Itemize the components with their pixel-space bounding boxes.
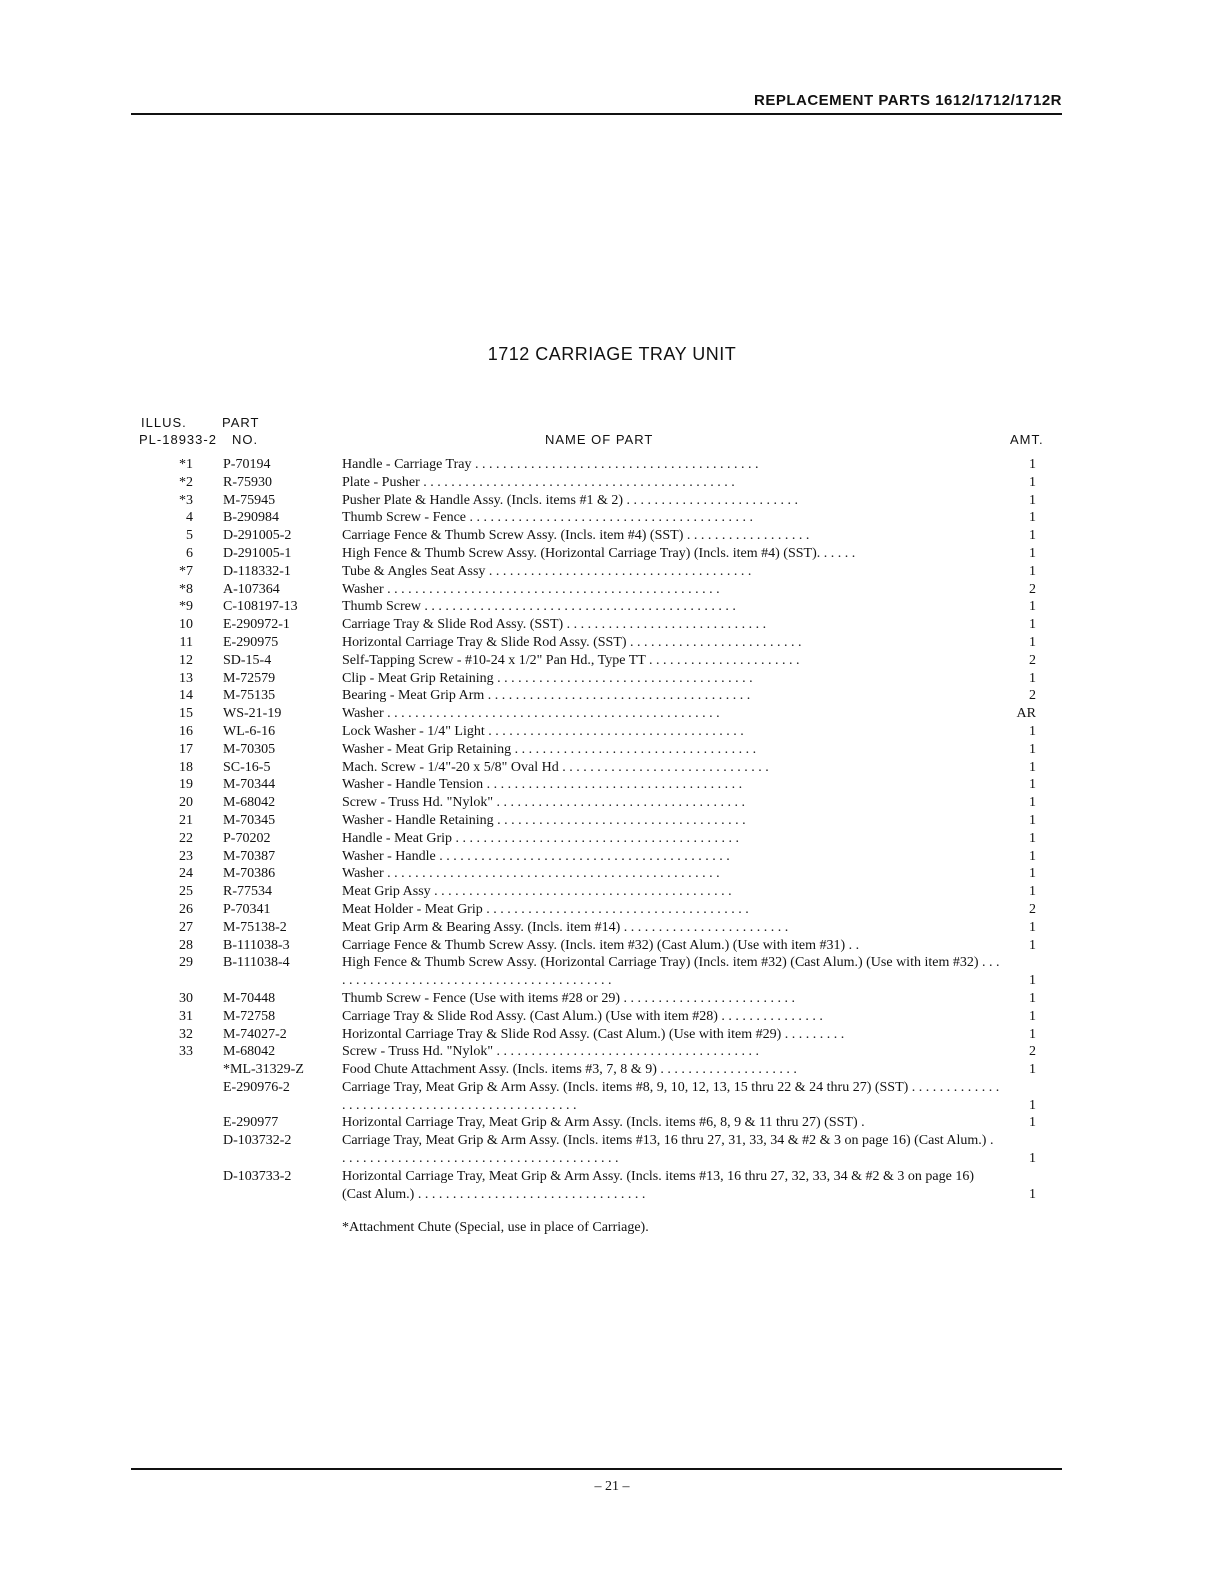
part-name: Meat Holder - Meat Grip . . . . . . . . . . . . . . . . . . . . . . . . . . . . . . . . . . . . . . <box>342 901 749 917</box>
part-number: B-111038-3 <box>223 937 290 953</box>
amount: 1 <box>1029 563 1036 579</box>
table-row <box>131 937 1062 955</box>
part-number: D-103733-2 <box>223 1168 292 1184</box>
part-number: C-108197-13 <box>223 599 298 615</box>
part-name: Clip - Meat Grip Retaining . . . . . . . . . . . . . . . . . . . . . . . . . . . . . . . . . . . . . <box>342 670 753 686</box>
illus-number: 23 <box>179 848 193 864</box>
table-row <box>131 1114 1062 1132</box>
illus-number: *9 <box>179 599 193 615</box>
part-name: Thumb Screw . . . . . . . . . . . . . . . . . . . . . . . . . . . . . . . . . . . . . . . . . . . . . <box>342 599 736 615</box>
page-header-title: REPLACEMENT PARTS 1612/1712/1712R <box>753 92 1062 109</box>
table-row <box>131 456 1062 474</box>
table-row <box>131 954 1062 990</box>
amount: 1 <box>1029 884 1036 900</box>
amount: 1 <box>1029 919 1036 935</box>
table-row <box>131 527 1062 545</box>
amount: 1 <box>1029 457 1036 472</box>
part-number: R-75930 <box>223 474 272 490</box>
part-name: Carriage Fence & Thumb Screw Assy. (Incls. item #32) (Cast Alum.) (Use with item #31) . . <box>342 937 860 953</box>
table-row <box>131 1168 1062 1204</box>
illus-number: 30 <box>179 990 193 1006</box>
column-header-part-line1: PART <box>222 415 260 430</box>
part-name: Horizontal Carriage Tray & Slide Rod Assy. (SST) . . . . . . . . . . . . . . . . . . . . . . . . . <box>342 634 802 650</box>
part-number: M-72758 <box>223 1008 276 1024</box>
amount: 1 <box>1029 848 1036 864</box>
amount: 1 <box>1029 634 1036 650</box>
illus-number: 13 <box>179 670 193 686</box>
part-name: Screw - Truss Hd. "Nylok" . . . . . . . . . . . . . . . . . . . . . . . . . . . . . . . . . . . . <box>342 795 746 811</box>
part-number: M-74027-2 <box>223 1026 287 1042</box>
illus-number: 22 <box>179 830 193 846</box>
footnote: *Attachment Chute (Special, use in place of Carriage). <box>342 1220 649 1235</box>
table-row <box>131 1008 1062 1026</box>
illus-number: 33 <box>179 1044 193 1060</box>
part-number: A-107364 <box>223 581 280 597</box>
amount: AR <box>1016 706 1036 722</box>
table-row <box>131 919 1062 937</box>
part-number: M-68042 <box>223 795 276 811</box>
table-row <box>131 1132 1062 1168</box>
amount: 1 <box>1029 990 1036 1006</box>
illus-number: 27 <box>179 919 193 935</box>
illus-number: 5 <box>186 528 193 544</box>
part-name: High Fence & Thumb Screw Assy. (Horizontal Carriage Tray) (Incls. item #32) (Cast Alum.) (Use with item #32) . . . . . . . . . . . . . . . . . . . . . . . . . . . . . . . . . . . . . . . . . . <box>342 955 1000 989</box>
amount: 1 <box>1029 545 1036 561</box>
table-row <box>131 865 1062 883</box>
part-number: D-118332-1 <box>223 563 291 579</box>
table-row <box>131 1026 1062 1044</box>
amount: 2 <box>1029 901 1036 917</box>
table-row <box>131 794 1062 812</box>
part-number: M-70448 <box>223 990 276 1006</box>
part-name: Carriage Tray, Meat Grip & Arm Assy. (Incls. items #8, 9, 10, 12, 13, 15 thru 22 & 24 thru 27) (SST) . . . . . . . . . . . . . . . . . . . . . . . . . . . . . . . . . . . . . . . . . . . . . . . <box>342 1079 1000 1113</box>
illus-number: 4 <box>186 510 193 526</box>
part-number: M-68042 <box>223 1044 276 1060</box>
table-row <box>131 990 1062 1008</box>
amount: 1 <box>1029 1115 1036 1131</box>
footer-rule <box>131 1468 1062 1470</box>
table-row <box>131 474 1062 492</box>
amount: 1 <box>1029 866 1036 882</box>
illus-number: 12 <box>179 652 193 668</box>
table-row <box>131 652 1062 670</box>
amount: 1 <box>1029 830 1036 846</box>
amount: 1 <box>1029 973 1036 989</box>
part-number: E-290975 <box>223 634 279 650</box>
table-row <box>131 1043 1062 1061</box>
amount: 1 <box>1029 759 1036 775</box>
part-number: M-75945 <box>223 492 276 508</box>
part-name: Self-Tapping Screw - #10-24 x 1/2" Pan Hd., Type TT . . . . . . . . . . . . . . . . . . . . . . <box>342 652 800 668</box>
amount: 1 <box>1029 528 1036 544</box>
illus-number: 24 <box>179 866 193 882</box>
illus-number: *1 <box>179 457 193 472</box>
amount: 1 <box>1029 1062 1036 1078</box>
part-number: B-111038-4 <box>223 955 290 971</box>
part-number: SD-15-4 <box>223 652 272 668</box>
column-header-illus-line1: ILLUS. <box>141 415 187 430</box>
part-number: M-75135 <box>223 688 276 704</box>
part-name: Handle - Meat Grip . . . . . . . . . . . . . . . . . . . . . . . . . . . . . . . . . . . . . . . . . <box>342 830 740 846</box>
part-number: D-291005-1 <box>223 545 292 561</box>
illus-number: 25 <box>179 884 193 900</box>
amount: 2 <box>1029 652 1036 668</box>
table-row <box>131 723 1062 741</box>
amount: 1 <box>1029 741 1036 757</box>
illus-number: 20 <box>179 795 193 811</box>
part-name: Washer - Handle Retaining . . . . . . . . . . . . . . . . . . . . . . . . . . . . . . . . . . . . <box>342 812 746 828</box>
amount: 1 <box>1029 723 1036 739</box>
part-number: D-291005-2 <box>223 528 292 544</box>
part-name: Carriage Tray & Slide Rod Assy. (Cast Alum.) (Use with item #28) . . . . . . . . . . . . . . . <box>342 1008 823 1024</box>
column-header-name: NAME OF PART <box>545 432 654 447</box>
illus-number: 15 <box>179 706 193 722</box>
table-row <box>131 848 1062 866</box>
part-number: M-70345 <box>223 812 276 828</box>
part-name: Handle - Carriage Tray . . . . . . . . . . . . . . . . . . . . . . . . . . . . . . . . . . . . . . . . . <box>342 457 759 472</box>
part-number: *ML-31329-Z <box>223 1062 304 1078</box>
table-row <box>131 509 1062 527</box>
part-name: Washer - Handle Tension . . . . . . . . . . . . . . . . . . . . . . . . . . . . . . . . . . . . . <box>342 777 743 793</box>
table-row <box>131 830 1062 848</box>
part-number: WL-6-16 <box>223 723 276 739</box>
amount: 1 <box>1029 1097 1036 1113</box>
part-name: Bearing - Meat Grip Arm . . . . . . . . . . . . . . . . . . . . . . . . . . . . . . . . . . . . . . <box>342 688 751 704</box>
illus-number: 14 <box>179 688 193 704</box>
amount: 2 <box>1029 1044 1036 1060</box>
table-row <box>131 705 1062 723</box>
table-row <box>131 545 1062 563</box>
illus-number: 11 <box>179 634 193 650</box>
illus-number: *3 <box>179 492 193 508</box>
illus-number: 10 <box>179 617 193 633</box>
part-number: E-290976-2 <box>223 1079 290 1095</box>
amount: 1 <box>1029 670 1036 686</box>
amount: 1 <box>1029 1008 1036 1024</box>
amount: 1 <box>1029 510 1036 526</box>
amount: 1 <box>1029 812 1036 828</box>
part-number: E-290972-1 <box>223 617 290 633</box>
part-name: Thumb Screw - Fence . . . . . . . . . . . . . . . . . . . . . . . . . . . . . . . . . . . . . . . . . <box>342 510 754 526</box>
table-row <box>131 883 1062 901</box>
part-name: Horizontal Carriage Tray, Meat Grip & Arm Assy. (Incls. items #13, 16 thru 27, 32, 33, 34 & #2 & 3 on page 16) (Cast Alum.) . . . . . . . . . . . . . . . . . . . . . . . . . . . . . . . . . <box>342 1168 974 1202</box>
part-name: Tube & Angles Seat Assy . . . . . . . . . . . . . . . . . . . . . . . . . . . . . . . . . . . . . . <box>342 563 752 579</box>
header-rule <box>131 113 1062 115</box>
part-name: Screw - Truss Hd. "Nylok" . . . . . . . . . . . . . . . . . . . . . . . . . . . . . . . . . . . . . . <box>342 1044 760 1060</box>
part-number: M-70305 <box>223 741 276 757</box>
column-header-illus-line2: PL-18933-2 <box>139 432 217 447</box>
part-name: Washer . . . . . . . . . . . . . . . . . . . . . . . . . . . . . . . . . . . . . . . . . . . . . . . . <box>342 581 720 597</box>
table-row <box>131 741 1062 759</box>
part-name: Mach. Screw - 1/4"-20 x 5/8" Oval Hd . . . . . . . . . . . . . . . . . . . . . . . . . . . . . . <box>342 759 769 775</box>
part-number: P-70341 <box>223 901 271 917</box>
amount: 1 <box>1029 492 1036 508</box>
table-row <box>131 598 1062 616</box>
part-name: Lock Washer - 1/4" Light . . . . . . . . . . . . . . . . . . . . . . . . . . . . . . . . . . . . . <box>342 723 744 739</box>
part-number: M-70386 <box>223 866 276 882</box>
parts-list <box>131 456 1062 1203</box>
part-name: Thumb Screw - Fence (Use with items #28 or 29) . . . . . . . . . . . . . . . . . . . . . . . . . <box>342 990 795 1006</box>
part-name: Meat Grip Assy . . . . . . . . . . . . . . . . . . . . . . . . . . . . . . . . . . . . . . . . . . . <box>342 884 732 900</box>
illus-number: 16 <box>179 723 193 739</box>
part-number: WS-21-19 <box>223 706 282 722</box>
illus-number: 19 <box>179 777 193 793</box>
amount: 1 <box>1029 1026 1036 1042</box>
part-name: Carriage Fence & Thumb Screw Assy. (Incls. item #4) (SST) . . . . . . . . . . . . . . . . . . <box>342 528 810 544</box>
part-name: Plate - Pusher . . . . . . . . . . . . . . . . . . . . . . . . . . . . . . . . . . . . . . . . . . . . . <box>342 474 735 490</box>
part-name: Carriage Tray, Meat Grip & Arm Assy. (Incls. items #13, 16 thru 27, 31, 33, 34 & #2 & 3 on page 16) (Cast Alum.) . . . . . . . . . . . . . . . . . . . . . . . . . . . . . . . . . . . . . . . . . <box>342 1133 994 1167</box>
part-number: M-75138-2 <box>223 919 287 935</box>
part-name: Meat Grip Arm & Bearing Assy. (Incls. item #14) . . . . . . . . . . . . . . . . . . . . . . . . <box>342 919 789 935</box>
illus-number: 6 <box>186 545 193 561</box>
table-row <box>131 634 1062 652</box>
table-row <box>131 581 1062 599</box>
table-row <box>131 1079 1062 1115</box>
part-number: P-70194 <box>223 457 271 472</box>
illus-number: 26 <box>179 901 193 917</box>
amount: 1 <box>1029 599 1036 615</box>
table-row <box>131 776 1062 794</box>
part-name: Pusher Plate & Handle Assy. (Incls. items #1 & 2) . . . . . . . . . . . . . . . . . . . . . . . . . <box>342 492 799 508</box>
part-number: D-103732-2 <box>223 1133 292 1149</box>
table-row <box>131 563 1062 581</box>
amount: 2 <box>1029 688 1036 704</box>
part-name: High Fence & Thumb Screw Assy. (Horizontal Carriage Tray) (Incls. item #4) (SST). . . . . . <box>342 545 856 561</box>
part-number: R-77534 <box>223 884 272 900</box>
page-number: – 21 – <box>594 1479 630 1494</box>
table-row <box>131 687 1062 705</box>
part-name: Washer . . . . . . . . . . . . . . . . . . . . . . . . . . . . . . . . . . . . . . . . . . . . . . . . <box>342 706 720 722</box>
column-header-part-line2: NO. <box>232 432 259 447</box>
amount: 1 <box>1029 1151 1036 1167</box>
illus-number: 18 <box>179 759 193 775</box>
table-row <box>131 670 1062 688</box>
table-row <box>131 1061 1062 1079</box>
part-number: E-290977 <box>223 1115 279 1131</box>
illus-number: 31 <box>179 1008 193 1024</box>
column-header-amt: AMT. <box>1010 432 1044 447</box>
table-row <box>131 492 1062 510</box>
part-number: M-72579 <box>223 670 276 686</box>
amount: 1 <box>1029 1186 1036 1202</box>
table-row <box>131 901 1062 919</box>
amount: 1 <box>1029 617 1036 633</box>
illus-number: *8 <box>179 581 193 597</box>
table-row <box>131 759 1062 777</box>
amount: 1 <box>1029 777 1036 793</box>
amount: 1 <box>1029 795 1036 811</box>
amount: 1 <box>1029 937 1036 953</box>
part-number: M-70387 <box>223 848 276 864</box>
table-row <box>131 616 1062 634</box>
part-number: B-290984 <box>223 510 279 526</box>
part-number: SC-16-5 <box>223 759 271 775</box>
part-name: Washer . . . . . . . . . . . . . . . . . . . . . . . . . . . . . . . . . . . . . . . . . . . . . . . . <box>342 866 720 882</box>
amount: 1 <box>1029 474 1036 490</box>
table-row <box>131 812 1062 830</box>
part-name: Horizontal Carriage Tray & Slide Rod Assy. (Cast Alum.) (Use with item #29) . . . . . . . . . <box>342 1026 845 1042</box>
illus-number: 32 <box>179 1026 193 1042</box>
illus-number: 29 <box>179 955 193 971</box>
illus-number: *7 <box>179 563 193 579</box>
part-name: Horizontal Carriage Tray, Meat Grip & Arm Assy. (Incls. items #6, 8, 9 & 11 thru 27) (SST) . <box>342 1115 865 1131</box>
part-number: P-70202 <box>223 830 271 846</box>
illus-number: 21 <box>179 812 193 828</box>
part-number: M-70344 <box>223 777 276 793</box>
section-title: 1712 CARRIAGE TRAY UNIT <box>487 344 737 364</box>
part-name: Carriage Tray & Slide Rod Assy. (SST) . . . . . . . . . . . . . . . . . . . . . . . . . . . . . <box>342 617 767 633</box>
illus-number: 17 <box>179 741 193 757</box>
part-name: Washer - Handle . . . . . . . . . . . . . . . . . . . . . . . . . . . . . . . . . . . . . . . . . . <box>342 848 730 864</box>
part-name: Food Chute Attachment Assy. (Incls. items #3, 7, 8 & 9) . . . . . . . . . . . . . . . . . . . . <box>342 1062 797 1078</box>
amount: 2 <box>1029 581 1036 597</box>
part-name: Washer - Meat Grip Retaining . . . . . . . . . . . . . . . . . . . . . . . . . . . . . . . . . . . <box>342 741 757 757</box>
illus-number: *2 <box>179 474 193 490</box>
illus-number: 28 <box>179 937 193 953</box>
